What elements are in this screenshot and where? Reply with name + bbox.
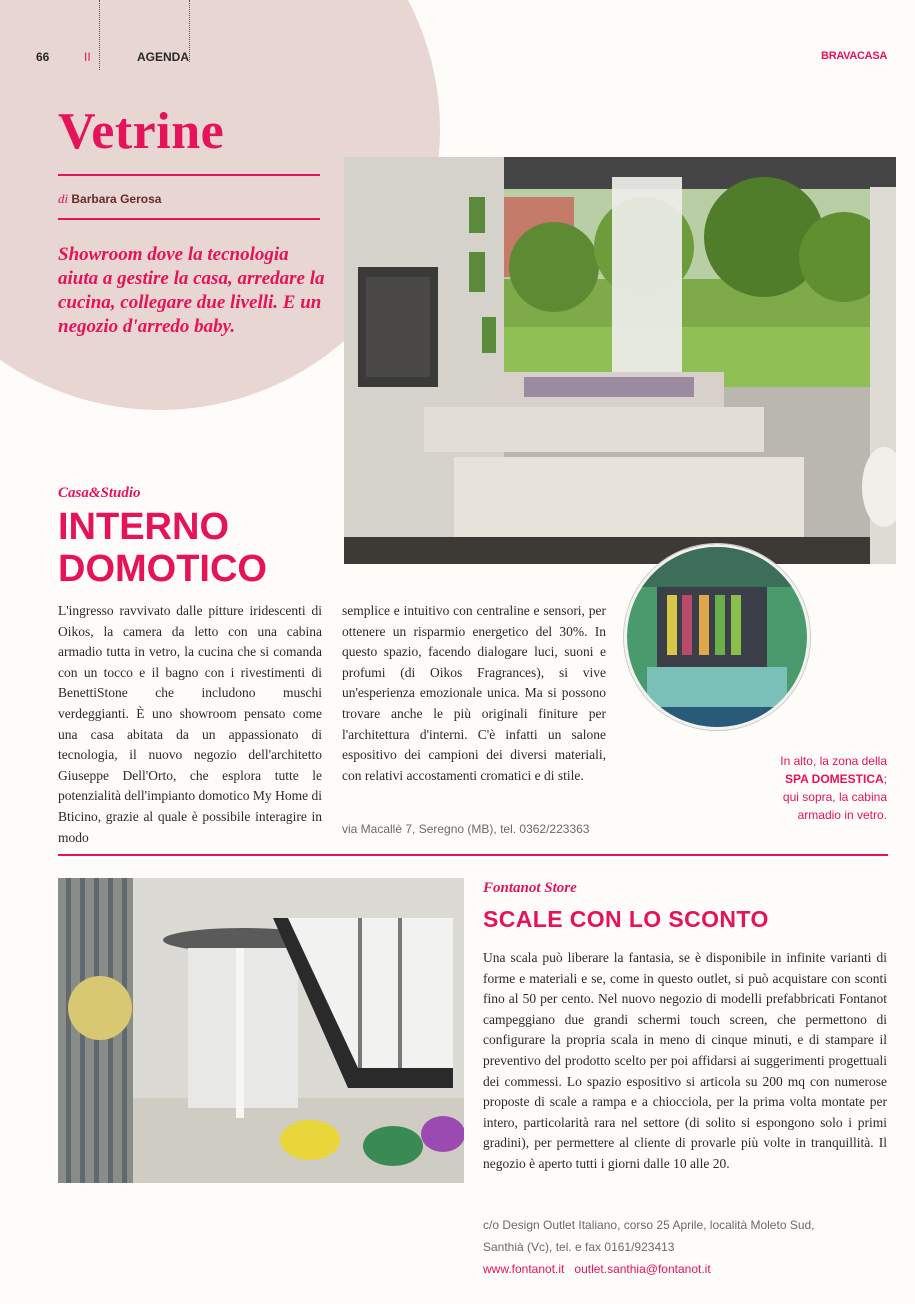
email-link[interactable]: outlet.santhia@fontanot.it bbox=[574, 1262, 711, 1276]
section-divider bbox=[58, 854, 888, 856]
article2-label: Fontanot Store bbox=[483, 880, 577, 896]
article1-title: INTERNO DOMOTICO bbox=[58, 506, 267, 590]
photo-caption: In alto, la zona della SPA DOMESTICA; qui sopra, la cabina armadio in vetro. bbox=[780, 754, 887, 822]
article1-address: via Macallè 7, Seregno (MB), tel. 0362/223363 bbox=[342, 822, 590, 836]
header-divider-right bbox=[189, 0, 190, 62]
byline-rule bbox=[58, 218, 320, 220]
spa-photo bbox=[344, 157, 896, 564]
article2-address: c/o Design Outlet Italiano, corso 25 Aprile, località Moleto Sud, Santhià (Vc), tel. e fax 0161/923413 www.fontanot.it outlet.santhia@fontanot.it bbox=[483, 1218, 815, 1276]
article2-body: Una scala può liberare la fantasia, se è disponibile in infinite varianti di forme e materiali e se, come in questo outlet, si può acquistare con sconti fino al 50 per cento. Nel nuovo negozio di modelli prefabbricati Fontanot campeggiano due grandi schermi touch screen, che permettono di configurare la propria scala in meno di cinque minuti, e di stampare il preventivo del prodotto scelto per poi affidarsi ai suggerimenti progettuali dei commessi. Lo spazio espositivo si articola su 200 mq con numerose proposte di scale a rampa e a chiocciola, per la prima volta montate per intero, particolarità rara nel settore (di solito si espongono solo i primi gradini), per permettere al cliente di provarle più volte in tranquillità. Il negozio è aperto tutti i giorni dalle 10 alle 20. bbox=[483, 950, 887, 1171]
section-name: AGENDA bbox=[137, 50, 190, 64]
section-mark: II bbox=[84, 50, 91, 64]
website-link[interactable]: www.fontanot.it bbox=[483, 1262, 565, 1276]
stairs-photo bbox=[58, 878, 464, 1183]
closet-photo bbox=[624, 544, 810, 730]
title-rule bbox=[58, 174, 320, 176]
article1-column-2: semplice e intuitivo con centraline e sensori, per ottenere un risparmio energetico del 30%. In questo spazio, facendo dialogare luci, suoni e profumi (di Oikos Fragrances), si vive un'esperienza emozionale unica. Ma si possono trovare anche le più originali finiture per l'architettura d'interni. C'è infatti un salone espositivo dei campioni dei diversi materiali, con relativi accostamenti cromatici e di stile. bbox=[342, 603, 606, 783]
article1-label: Casa&Studio bbox=[58, 485, 141, 501]
article1-column-1: L'ingresso ravvivato dalle pitture iridescenti di Oikos, la camera da letto con una cabina armadio tutta in vetro, la cucina che si comanda con un tocco e il bagno con i rivestimenti di BenettiStone che includono muschi verdeggianti. È uno showroom pensato come una casa abitata da un appassionato di tecnologia, il nuovo negozio dell'architetto Giuseppe Dell'Orto, che esplora tutte le potenzialità dell'impianto domotico My Home di Bticino, grazie al quale è possibile interagire in modo bbox=[58, 603, 322, 845]
page-number: 66 bbox=[36, 50, 50, 64]
header-divider bbox=[99, 0, 100, 70]
intro-text: Showroom dove la tecnologia aiuta a gestire la casa, arredare la cucina, collegare due livelli. E un negozio d'arredo baby. bbox=[58, 244, 325, 337]
article2-title: SCALE CON LO SCONTO bbox=[483, 906, 769, 932]
byline: di Barbara Gerosa bbox=[58, 191, 162, 206]
page-title: Vetrine bbox=[58, 103, 225, 160]
brand-logo: BRAVACASA bbox=[821, 50, 887, 62]
